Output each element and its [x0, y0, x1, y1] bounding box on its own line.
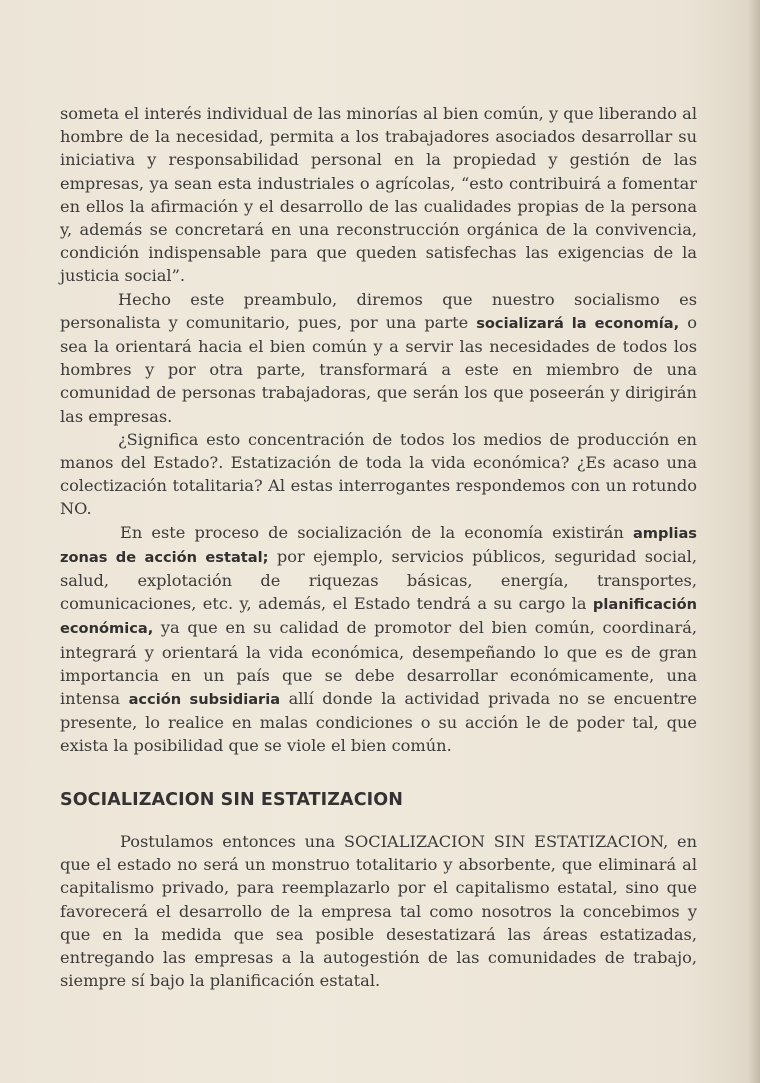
text-run: o sea la orientará hacia el bien común y a servir las necesidades de todos los hombres y por otra parte, transformará a este en miembro de una comunidad de personas trabajadoras, que serán los que poseerán y dirigirán las empresas.: [60, 312, 697, 426]
text-run: ¿Significa esto concentración de todos los medios de producción en manos del Estado?. Estatización de toda la vida económica? ¿Es acaso una colectización totalitaria? Al estas interrogantes respondemos con un rotundo NO.: [60, 429, 697, 519]
section-body-text: [60, 830, 697, 992]
section-paragraph-1: Postulamos entonces una SOCIALIZACION SIN ESTATIZACION, en que el estado no será un monstruo totalitario y absorbente, que eliminará al capitalismo privado, para reemplazarlo por el capitalismo estatal, sino que favorecerá el desarrollo de la empresa tal como nosotros la concebimos y que en la medida que sea posible desestatizará las áreas estatizadas, entregando las empresas a la autogestión de las comunidades de trabajo, siempre sí bajo la planificación estatal.: [60, 832, 697, 991]
paragraph-1: [60, 102, 697, 288]
page-edge-shadow: [748, 0, 760, 1083]
text-run: someta el interés individual de las minorías al bien común, y que liberando al hombre de la necesidad, permita a los trabajadores asociados desarrollar su iniciativa y responsabilidad personal en la propiedad y gestión de las empresas, ya sean esta industriales o agrícolas, “esto contribuirá a fomentar en ellos la afirmación y el desarrollo de las cualidades propias de la persona y, además se concretará en una reconstrucción orgánica de la convivencia, condición indispensable para que queden satisfechas las exigencias de la justicia social”.: [60, 104, 697, 286]
text-run: por ejemplo, servicios públicos, seguridad social, salud, explotación de riquezas básicas, energía, transportes, comunicaciones, etc. y, además, el Estado tendrá a su cargo la: [60, 546, 697, 614]
text-run: En este proceso de socialización de la economía existirán: [120, 522, 633, 542]
paragraph-3: [60, 428, 697, 521]
bold-phrase: amplias zonas de acción estatal;: [60, 524, 697, 566]
text-run: allí donde la actividad privada no se encuentre presente, lo realice en malas condiciones o su acción le de poder tal, que exista la posibilidad que se viole el bien común.: [60, 689, 697, 756]
bold-phrase: socializará la economía,: [476, 314, 680, 332]
paragraph-2: [60, 288, 697, 428]
paragraph-4: [60, 521, 697, 758]
bold-phrase: acción subsidiaria: [128, 691, 281, 709]
body-text: [60, 102, 697, 758]
text-run: ya que en su calidad de promotor del bien común, coordinará, integrará y orientará la vida económica, desempeñando lo que es de gran importancia en un país que se debe desarrollar económicamente, una intensa: [60, 618, 697, 709]
bold-phrase: planificación económica,: [60, 596, 697, 638]
section-heading: SOCIALIZACION SIN ESTATIZACION: [60, 790, 403, 810]
text-run: Hecho este preambulo, diremos que nuestro socialismo es personalista y comunitario, pues, por una parte: [60, 289, 697, 332]
